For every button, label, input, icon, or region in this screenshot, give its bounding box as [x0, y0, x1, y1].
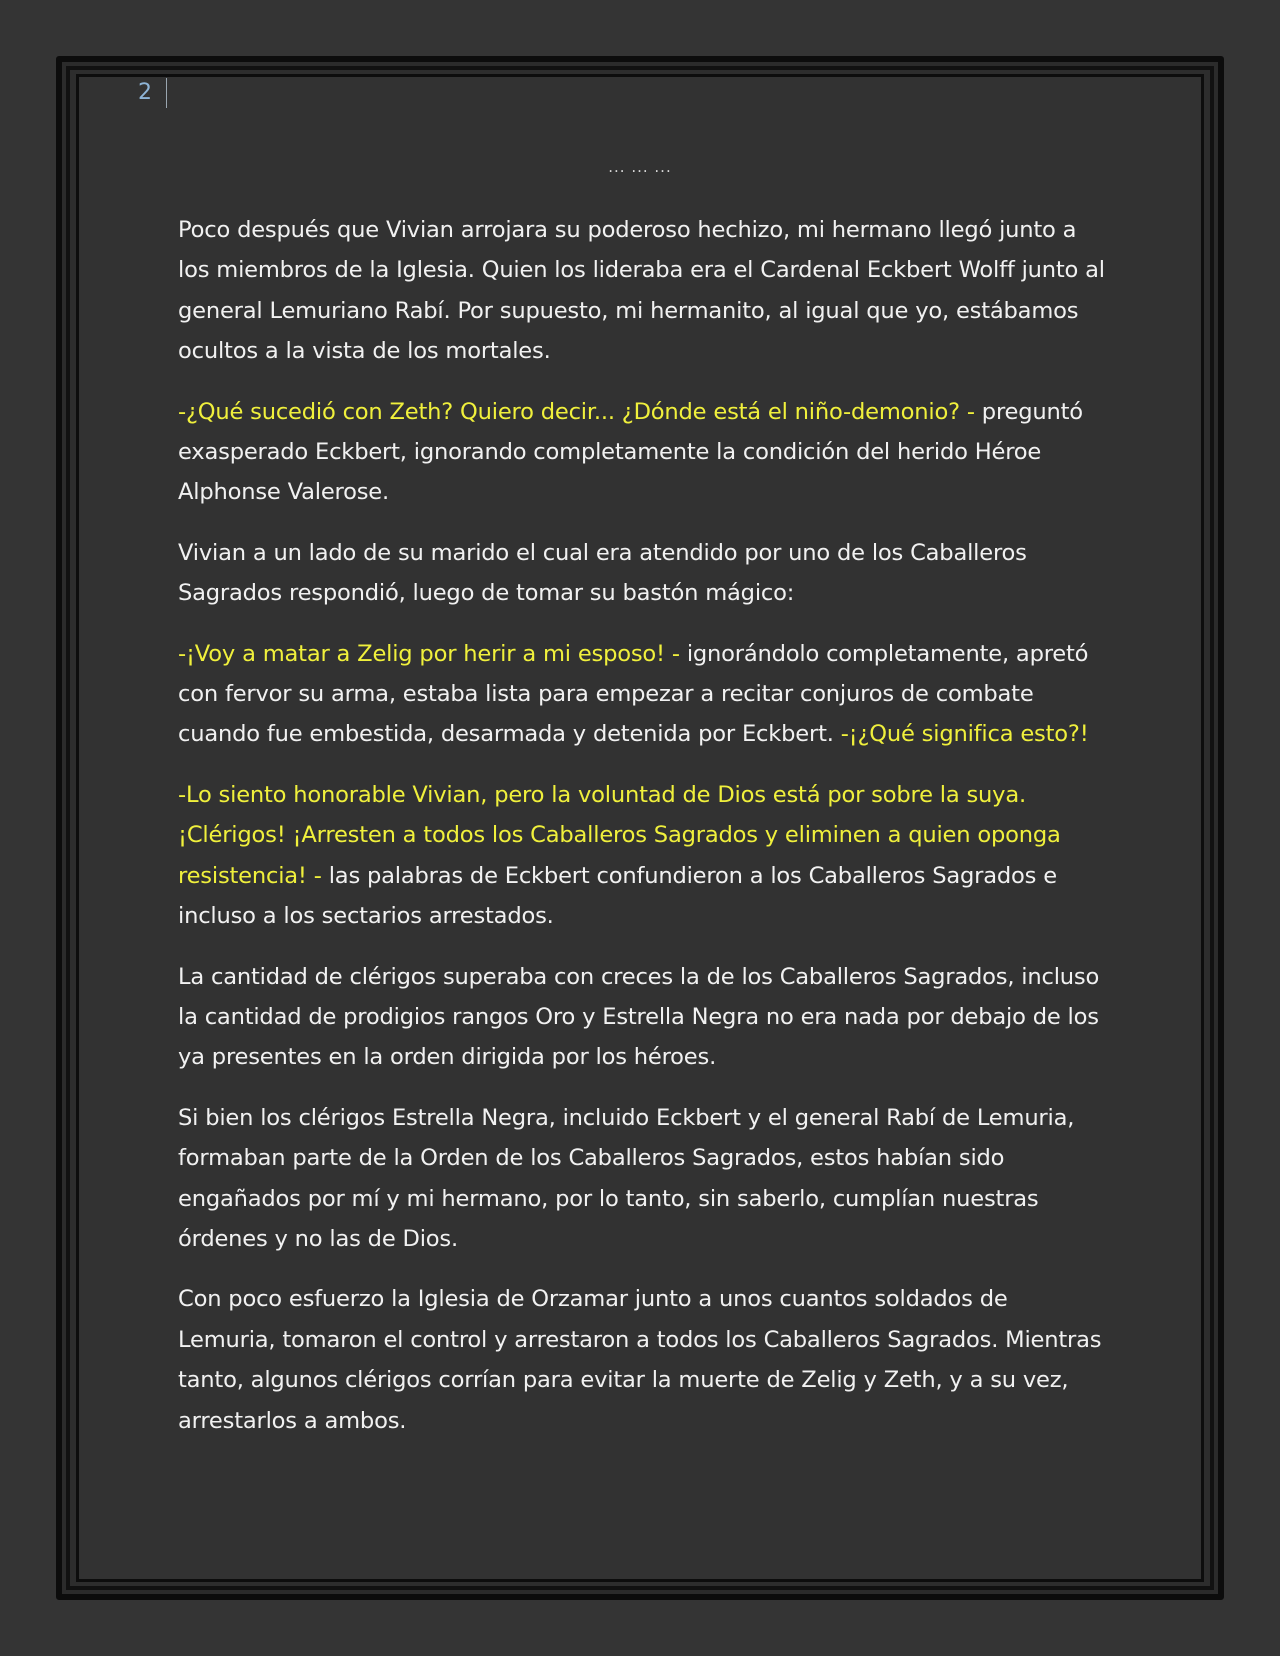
paragraph-8 [178, 1279, 1108, 1441]
narration-text: preguntó exasperado Eckbert, ignorando completamente la condición del herido Héroe Alphonse Valerose. [178, 398, 1083, 506]
narration-text: Vivian a un lado de su marido el cual era atendido por uno de los Caballeros Sagrados respondió, luego de tomar su bastón mágico: [178, 539, 1027, 607]
paragraph-6 [178, 957, 1108, 1078]
narration-text: las palabras de Eckbert confundieron a los Caballeros Sagrados e incluso a los sectarios arrestados. [178, 862, 1057, 930]
dialogue-text: -¿Qué sucedió con Zeth? Quiero decir... ¿Dónde está el niño-demonio? - [178, 398, 975, 425]
narration-text: ignorándolo completamente, apretó con fervor su arma, estaba lista para empezar a recitar conjuros de combate cuando fue embestida, desarmada y detenida por Eckbert. [178, 640, 1089, 748]
document-body [178, 210, 1108, 1461]
paragraph-7 [178, 1098, 1108, 1260]
paragraph-2 [178, 392, 1108, 513]
dialogue-text: -Lo siento honorable Vivian, pero la voluntad de Dios está por sobre la suya. ¡Clérigos! ¡Arresten a todos los Caballeros Sagrados y eliminen a quien oponga resistencia! - [178, 781, 1061, 889]
narration-text: La cantidad de clérigos superaba con creces la de los Caballeros Sagrados, incluso la cantidad de prodigios rangos Oro y Estrella Negra no era nada por debajo de los ya presentes en la orden dirigida por los héroes. [178, 963, 1100, 1071]
paragraph-4 [178, 634, 1108, 755]
dialogue-text: -¡Voy a matar a Zelig por herir a mi esposo! - [178, 640, 680, 667]
section-separator: ... ... ... [608, 158, 672, 176]
paragraph-5 [178, 775, 1108, 937]
paragraph-1 [178, 210, 1108, 372]
narration-text: Con poco esfuerzo la Iglesia de Orzamar junto a unos cuantos soldados de Lemuria, tomaron el control y arrestaron a todos los Caballeros Sagrados. Mientras tanto, algunos clérigos corrían para evitar la muerte de Zelig y Zeth, y a su vez, arrestarlos a ambos. [178, 1286, 1102, 1434]
paragraph-3 [178, 533, 1108, 614]
narration-text: Poco después que Vivian arrojara su poderoso hechizo, mi hermano llegó junto a los miembros de la Iglesia. Quien los lideraba era el Cardenal Eckbert Wolff junto al general Lemuriano Rabí. Por supuesto, mi hermanito, al igual que yo, estábamos ocultos a la vista de los mortales. [178, 217, 1105, 365]
page-number: 2 [138, 78, 167, 108]
narration-text: Si bien los clérigos Estrella Negra, incluido Eckbert y el general Rabí de Lemuria, formaban parte de la Orden de los Caballeros Sagrados, estos habían sido engañados por mí y mi hermano, por lo tanto, sin saberlo, cumplían nuestras órdenes y no las de Dios. [178, 1104, 1075, 1252]
dialogue-text: -¡¿Qué significa esto?! [840, 721, 1089, 748]
